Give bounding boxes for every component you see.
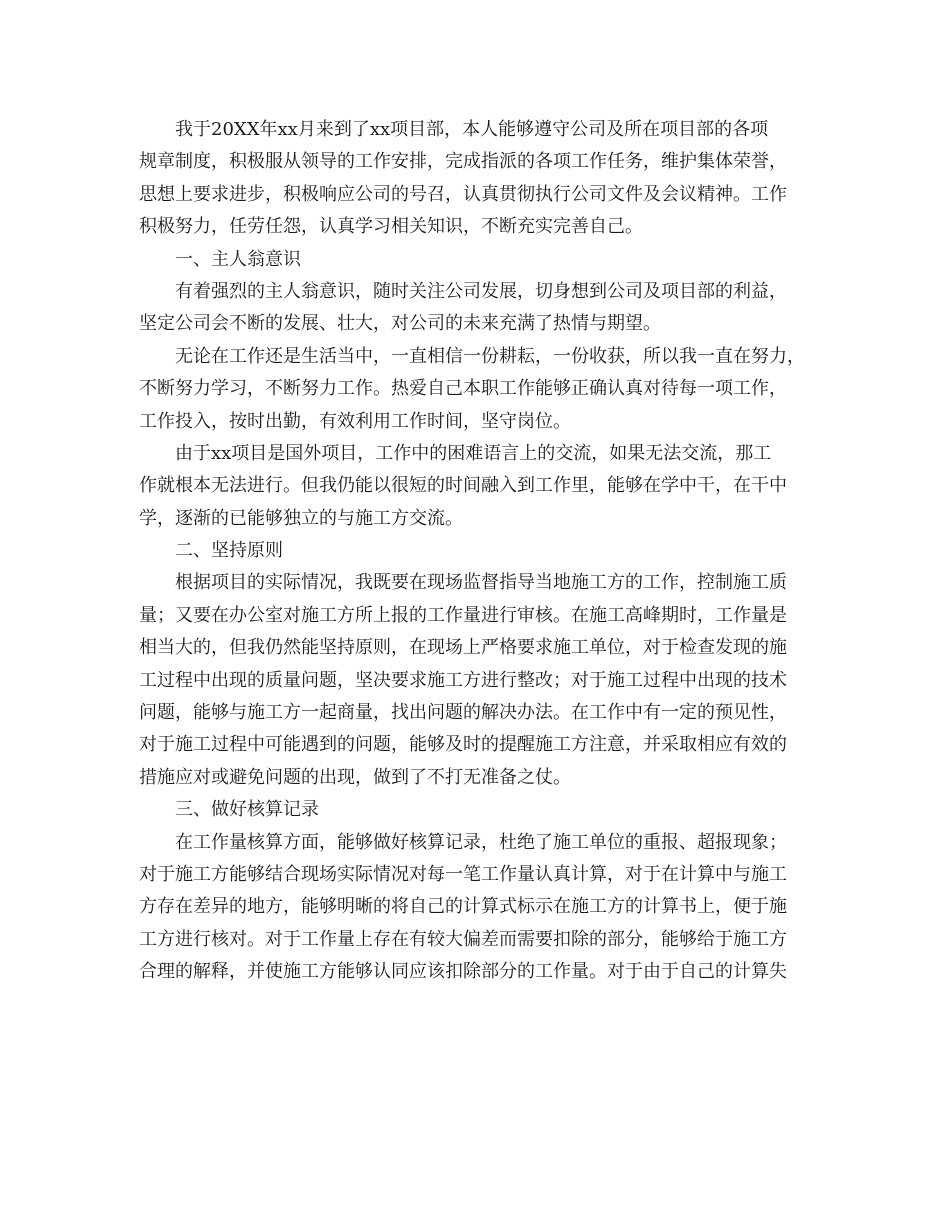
paragraph-line: 在工作量核算方面，能够做好核算记录，杜绝了施工单位的重报、超报现象； [175,831,787,853]
paragraph-line: 工方进行核对。对于工作量上存在有较大偏差而需要扣除的部分，能够给于施工方 [139,928,787,950]
paragraph-line: 措施应对或避免问题的出现，做到了不打无准备之仗。 [139,766,571,788]
document-body [139,114,819,989]
paragraph-line: 规章制度，积极服从领导的工作安排，完成指派的各项工作任务，维护集体荣誉， [139,151,787,173]
paragraph-line: 工过程中出现的质量问题，坚决要求施工方进行整改；对于施工过程中出现的技术 [139,669,787,691]
paragraph-line: 不断努力学习，不断努力工作。热爱自己本职工作能够正确认真对待每一项工作， [139,378,787,400]
paragraph-line: 问题，能够与施工方一起商量，找出问题的解决办法。在工作中有一定的预见性， [139,702,787,724]
section-heading: 二、坚持原则 [175,540,283,562]
paragraph-line: 学，逐渐的已能够独立的与施工方交流。 [139,507,463,529]
paragraph-line: 工作投入，按时出勤，有效利用工作时间，坚守岗位。 [139,410,571,432]
paragraph-line: 对于施工方能够结合现场实际情况对每一笔工作量认真计算，对于在计算中与施工 [139,863,787,885]
paragraph-line: 相当大的，但我仍然能坚持原则，在现场上严格要求施工单位，对于检查发现的施 [139,637,787,659]
section-heading: 三、做好核算记录 [175,799,319,821]
paragraph-line: 对于施工过程中可能遇到的问题，能够及时的提醒施工方注意，并采取相应有效的 [139,734,787,756]
paragraph-line: 无论在工作还是生活当中，一直相信一份耕耘，一份收获，所以我一直在努力， [175,345,805,367]
paragraph-line: 根据项目的实际情况，我既要在现场监督指导当地施工方的工作，控制施工质 [175,572,787,594]
paragraph-line: 坚定公司会不断的发展、壮大，对公司的未来充满了热情与期望。 [139,313,661,335]
paragraph-line: 积极努力，任劳任怨，认真学习相关知识，不断充实完善自己。 [139,216,643,238]
paragraph-line: 合理的解释，并使施工方能够认同应该扣除部分的工作量。对于由于自己的计算失 [139,961,787,983]
paragraph-line: 思想上要求进步，积极响应公司的号召，认真贯彻执行公司文件及会议精神。工作 [139,183,787,205]
paragraph-line: 我于20XX年xx月来到了xx项目部，本人能够遵守公司及所在项目部的各项 [175,119,769,140]
paragraph-line: 作就根本无法进行。但我仍能以很短的时间融入到工作里，能够在学中干，在干中 [139,475,787,497]
section-heading: 一、主人翁意识 [175,248,301,270]
paragraph-line: 由于xx项目是国外项目，工作中的困难语言上的交流，如果无法交流，那工 [175,442,772,464]
paragraph-line: 有着强烈的主人翁意识，随时关注公司发展，切身想到公司及项目部的利益， [175,280,787,302]
paragraph-line: 方存在差异的地方，能够明晰的将自己的计算式标示在施工方的计算书上，便于施 [139,896,787,918]
paragraph-line: 量；又要在办公室对施工方所上报的工作量进行审核。在施工高峰期时，工作量是 [139,604,787,626]
